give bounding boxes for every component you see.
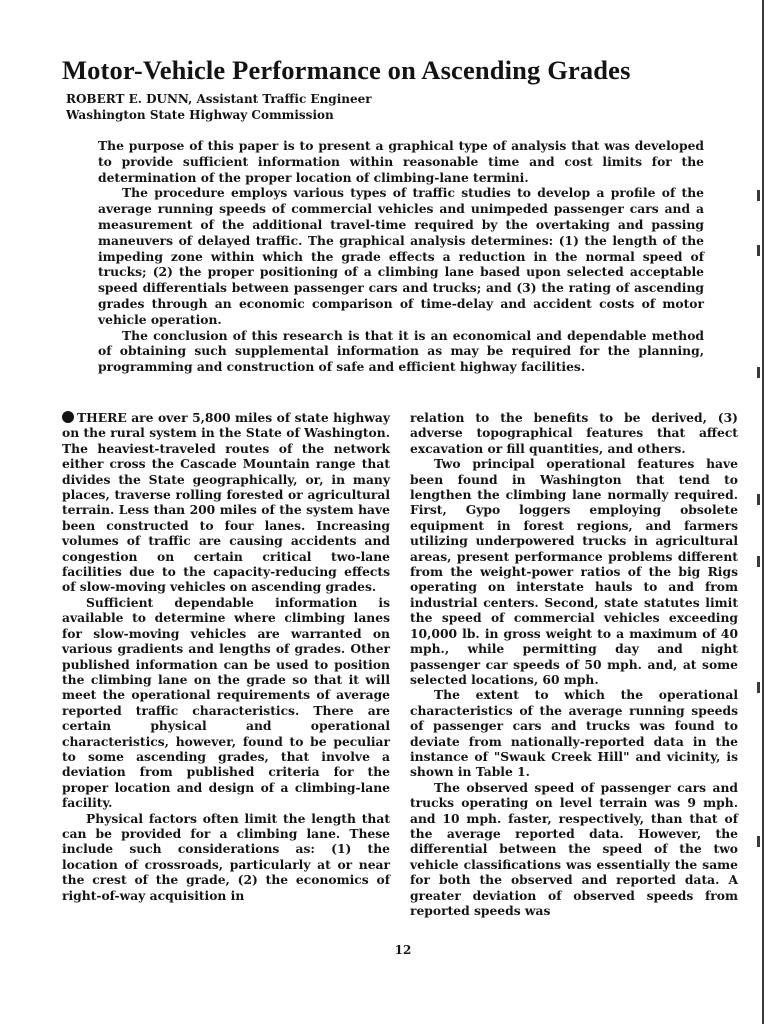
body-paragraph: Sufficient dependable information is available to determine where climbing lanes for slow-moving vehicles are warranted on various gradients and lengths of grades. Other published information can be used to position the climbing lane on the grade so that it will meet the operational requirements of average reported traffic characteristics. There are certain physical and operational characteristics, however, found to be peculiar to some ascending grades, that involve a deviation from published criteria for the proper location and design of a climbing-lane facility.	[62, 594, 390, 811]
body-paragraph-text: THERE are over 5,800 miles of state highway on the rural system in the State of Washington. The heaviest-traveled routes of the network either cross the Cascade Mountain range that divides the State geographically, or, in many places, traverse rolling forested or agricultural terrain. Less than 200 miles of the system have been constructed to four lanes. Increasing volumes of traffic are causing accidents and congestion on certain critical two-lane facilities due to the capacity-reducing effects of slow-moving vehicles on ascending grades.	[62, 410, 390, 595]
abstract	[98, 138, 704, 375]
scan-edge-mark	[757, 836, 760, 847]
body-paragraph: The extent to which the operational characteristics of the average running speeds of passenger cars and trucks was found to deviate from nationally-reported data in the instance of "Swauk Creek Hill" and vicinity, is shown in Table 1.	[410, 687, 738, 780]
scan-edge-mark	[757, 367, 760, 378]
body-column-left	[62, 410, 390, 903]
body-column-right	[410, 410, 738, 918]
scan-edge-mark	[757, 556, 760, 567]
scan-edge-mark	[757, 494, 760, 505]
paper-title: Motor-Vehicle Performance on Ascending Grades	[62, 55, 631, 85]
scan-edge-mark	[757, 190, 760, 201]
page-number: 12	[394, 943, 412, 957]
author-line: ROBERT E. DUNN, Assistant Traffic Engineer	[66, 92, 372, 106]
scan-edge-mark	[757, 245, 760, 256]
body-paragraph: relation to the benefits to be derived, (3) adverse topographical features that affect excavation or fill quantities, and others.	[410, 410, 738, 456]
body-paragraph: Two principal operational features have been found in Washington that tend to lengthen the climbing lane normally required. First, Gypo loggers employing obsolete equipment in forest regions, and farmers utilizing underpowered trucks in agricultural areas, present performance problems different from the weight-power ratios of the big Rigs operating on interstate hauls to and from industrial centers. Second, state statutes limit the speed of commercial vehicles exceeding 10,000 lb. in gross weight to a maximum of 40 mph., while permitting day and night passenger car speeds of 50 mph. and, at some selected locations, 60 mph.	[410, 456, 738, 687]
abstract-paragraph: The purpose of this paper is to present a graphical type of analysis that was developed to provide sufficient information within reasonable time and cost limits for the determination of the proper location of climbing-lane termini.	[98, 138, 704, 185]
bullet-icon	[62, 411, 74, 423]
scan-edge-mark	[757, 682, 760, 693]
abstract-paragraph: The conclusion of this research is that it is an economical and dependable method of obtaining such supplemental information as may be required for the planning, programming and construction of safe and efficient highway facilities.	[98, 327, 704, 375]
body-paragraph: The observed speed of passenger cars and trucks operating on level terrain was 9 mph. and 10 mph. faster, respectively, than that of the average reported data. However, the differential between the speed of the two vehicle classifications was essentially the same for both the observed and reported data. A greater deviation of observed speeds from reported speeds was	[410, 779, 738, 918]
body-paragraph	[62, 410, 390, 595]
affiliation-line: Washington State Highway Commission	[66, 108, 334, 122]
body-paragraph: Physical factors often limit the length that can be provided for a climbing lane. These include such considerations as: (1) the location of crossroads, particularly at or near the crest of the grade, (2) the economics of right-of-way acquisition in	[62, 810, 390, 903]
abstract-paragraph: The procedure employs various types of traffic studies to develop a profile of the average running speeds of commercial vehicles and unimpeded passenger cars and a measurement of the additional travel-time required by the overtaking and passing maneuvers of delayed traffic. The graphical analysis determines: (1) the length of the impeding zone within which the grade effects a reduction in the normal speed of trucks; (2) the proper positioning of a climbing lane based upon selected acceptable speed differentials between passenger cars and trucks; and (3) the rating of ascending grades through an economic comparison of time-delay and accident costs of motor vehicle operation.	[98, 185, 704, 327]
scan-edge-line	[762, 0, 764, 1024]
